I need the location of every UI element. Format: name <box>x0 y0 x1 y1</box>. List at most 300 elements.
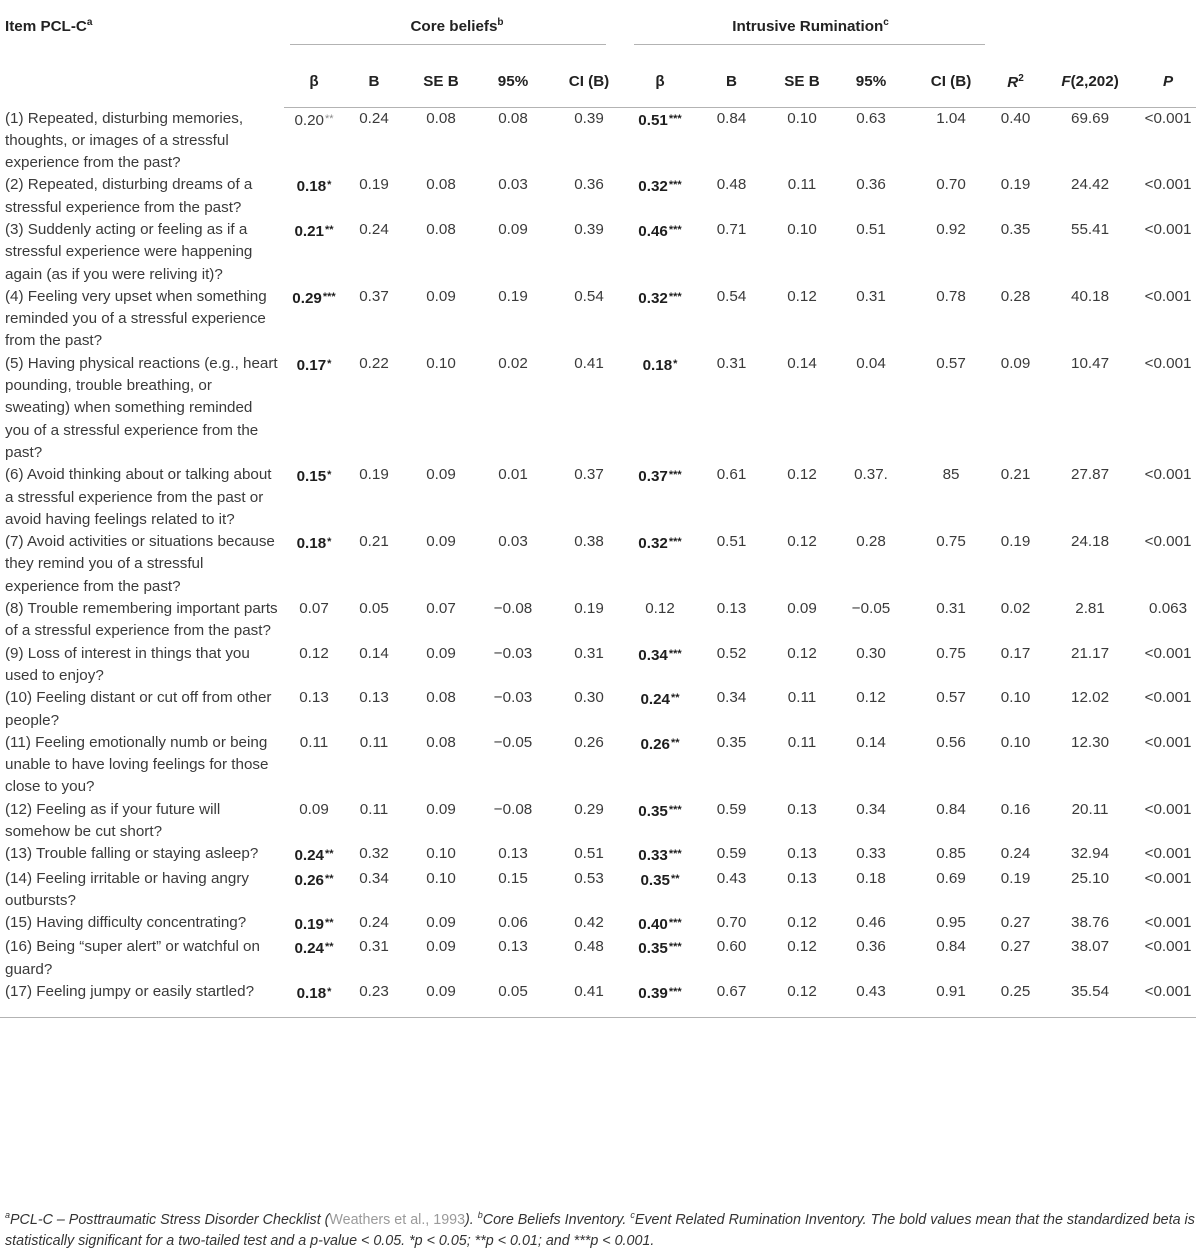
core-beliefs-se-b: 0.09 <box>426 533 456 551</box>
beta-value: 0.32 <box>638 535 668 553</box>
rumination-ci-low: 0.34 <box>856 800 886 818</box>
rumination-b: 0.34 <box>716 689 747 707</box>
intrusive-rumination-group-header: Intrusive Rumination$^c$ <box>630 6 991 59</box>
core-beliefs-b: 0.13 <box>359 689 389 707</box>
r-squared: 0.27 <box>1000 914 1031 932</box>
core-beliefs-se-b: 0.08 <box>426 689 456 707</box>
table-row <box>0 353 1196 464</box>
rumination-se-b: 0.12 <box>787 287 817 305</box>
core-beliefs-beta <box>284 643 344 688</box>
rumination-ci-high: 0.84 <box>936 800 966 818</box>
beta-value: 0.35 <box>638 940 668 958</box>
table-row <box>0 219 1196 286</box>
beta-value: 0.09 <box>299 800 329 818</box>
beta-value: 0.15 <box>296 468 327 486</box>
table-row <box>0 843 1196 867</box>
item-description: (2) Repeated, disturbing dreams of a stressful experience from the past? <box>5 176 253 216</box>
col-header-b: B <box>344 59 404 108</box>
core-beliefs-ci-low: 0.03 <box>498 176 528 194</box>
f-statistic: 35.54 <box>1040 981 1140 1018</box>
table-row <box>0 108 1196 175</box>
beta-value: 0.18 <box>296 178 327 196</box>
beta-value: 0.24 <box>294 940 324 958</box>
item-column-header: Item PCL-$C^a$ <box>5 17 93 36</box>
r-squared: 0.28 <box>1000 287 1031 305</box>
rumination-b: 0.54 <box>716 287 747 305</box>
significance-stars: *** <box>668 223 682 236</box>
beta-value: 0.33 <box>638 847 668 865</box>
core-beliefs-ci-high: 0.39 <box>574 220 604 238</box>
core-beliefs-ci-high: 0.31 <box>574 644 604 662</box>
col-header-se-b: SE B <box>404 59 478 108</box>
significance-stars: *** <box>668 290 682 303</box>
citation-link[interactable]: Weathers et al., 1993 <box>329 1211 466 1228</box>
rumination-b: 0.70 <box>716 914 747 932</box>
core-beliefs-beta <box>284 799 344 844</box>
rumination-beta <box>630 598 690 643</box>
rumination-beta <box>630 981 690 1018</box>
core-beliefs-ci-high: 0.48 <box>574 938 604 956</box>
rumination-se-b: 0.09 <box>787 600 817 618</box>
beta-value: 0.20 <box>294 112 324 129</box>
p-value: <0.001 <box>1144 287 1192 305</box>
rumination-se-b: 0.12 <box>787 466 817 484</box>
col-header-p: P <box>1140 59 1196 108</box>
table-row <box>0 464 1196 531</box>
rumination-beta <box>630 286 690 353</box>
significance-stars: ** <box>325 848 334 861</box>
p-value: <0.001 <box>1144 689 1192 707</box>
beta-value: 0.40 <box>638 916 668 934</box>
rumination-beta <box>630 643 690 688</box>
col-header-ci-b: CI (B) <box>911 59 991 108</box>
core-beliefs-se-b: 0.09 <box>426 466 456 484</box>
rumination-b: 0.61 <box>716 466 747 484</box>
table-row <box>0 687 1196 732</box>
col-header-b: B <box>690 59 773 108</box>
rumination-beta <box>630 936 690 981</box>
rumination-beta <box>630 868 690 913</box>
rumination-b: 0.51 <box>716 533 747 551</box>
rumination-b: 0.67 <box>690 981 773 1018</box>
p-value: <0.001 <box>1144 354 1192 372</box>
core-beliefs-ci-low: 0.13 <box>498 938 528 956</box>
beta-value: 0.26 <box>640 735 670 753</box>
r-squared: 0.21 <box>1000 466 1031 484</box>
core-beliefs-se-b: 0.09 <box>426 800 456 818</box>
rumination-se-b: 0.12 <box>773 981 831 1018</box>
table-row <box>0 598 1196 643</box>
table-row <box>0 286 1196 353</box>
r-squared: 0.16 <box>1000 800 1031 818</box>
rumination-ci-high: 1.04 <box>936 110 966 127</box>
table-header <box>0 6 1196 108</box>
r-squared: 0.17 <box>1000 644 1031 662</box>
p-value: <0.001 <box>1140 981 1196 1018</box>
r-squared: 0.09 <box>1000 354 1031 372</box>
rumination-ci-high: 0.84 <box>936 938 966 956</box>
core-beliefs-b: 0.21 <box>359 533 389 551</box>
rumination-ci-low: 0.33 <box>856 845 886 863</box>
core-beliefs-ci-high: 0.42 <box>574 914 604 932</box>
table-row <box>0 531 1196 598</box>
rumination-se-b: 0.12 <box>787 533 817 551</box>
beta-value: 0.24 <box>640 691 670 709</box>
r-squared: 0.25 <box>991 981 1040 1018</box>
r-squared: 0.27 <box>1000 938 1031 956</box>
r-squared: 0.40 <box>1000 110 1031 127</box>
item-description: (14) Feeling irritable or having angry outbursts? <box>5 869 249 909</box>
beta-value: 0.17 <box>296 356 327 374</box>
table-footnote: $^a$PCL-C – Posttraumatic Stress Disorder Checklist (Weathers et al., 1993). $^b$Core Beliefs Inventory. $^c$Event Related Rumination Inventory. The bold values mean that the standardized beta is statistically significant for a two-tailed test and a p-value < 0.05. *p < 0.05; **p < 0.01; and ***p < 0.001. <box>5 1210 1195 1249</box>
rumination-ci-low: −0.05 <box>851 600 891 618</box>
significance-stars: ** <box>325 941 334 954</box>
rumination-ci-high: 0.91 <box>911 981 991 1018</box>
rumination-beta <box>630 531 690 598</box>
rumination-beta <box>630 912 690 936</box>
r-squared: 0.24 <box>1000 845 1031 863</box>
f-statistic: 69.69 <box>1071 110 1110 127</box>
item-description: (17) Feeling jumpy or easily startled? <box>0 981 284 1018</box>
significance-stars: *** <box>668 803 682 816</box>
core-beliefs-se-b: 0.08 <box>426 733 456 751</box>
f-statistic: 12.30 <box>1071 733 1110 751</box>
beta-value: 0.46 <box>638 222 668 240</box>
beta-value: 0.11 <box>299 733 329 751</box>
beta-value: 0.35 <box>640 871 670 889</box>
beta-value: 0.35 <box>638 802 668 820</box>
core-beliefs-b: 0.24 <box>359 110 389 127</box>
rumination-b: 0.59 <box>716 845 747 863</box>
rumination-ci-low: 0.18 <box>856 869 886 887</box>
core-beliefs-group-header: Core beliefs$^b$ <box>284 6 630 59</box>
core-beliefs-ci-low: −0.03 <box>493 644 533 662</box>
f-statistic: 20.11 <box>1071 800 1109 818</box>
blank-header-cell <box>1040 6 1140 59</box>
core-beliefs-beta <box>284 981 344 1018</box>
core-beliefs-b: 0.19 <box>359 466 389 484</box>
table-row <box>0 174 1196 219</box>
beta-value: 0.18 <box>296 535 327 553</box>
table-row <box>0 799 1196 844</box>
rumination-ci-low: 0.36 <box>856 938 886 956</box>
r-squared: 0.19 <box>1000 176 1031 194</box>
significance-stars: *** <box>668 917 682 930</box>
core-beliefs-se-b: 0.10 <box>426 845 456 863</box>
core-beliefs-ci-high: 0.29 <box>574 800 604 818</box>
rumination-b: 0.71 <box>716 220 747 238</box>
rumination-ci-low: 0.36 <box>856 176 886 194</box>
p-value: 0.063 <box>1149 600 1188 618</box>
f-statistic: 25.10 <box>1071 869 1110 887</box>
core-beliefs-b: 0.11 <box>359 800 389 818</box>
rumination-beta <box>630 219 690 286</box>
rumination-ci-high: 0.92 <box>936 220 966 238</box>
core-beliefs-ci-low: 0.05 <box>478 981 548 1018</box>
significance-stars: * <box>327 357 332 370</box>
col-header-beta: β <box>284 59 344 108</box>
regression-table <box>0 6 1196 1018</box>
core-beliefs-ci-high: 0.36 <box>574 176 604 194</box>
rumination-ci-high: 0.75 <box>936 533 966 551</box>
significance-stars: *** <box>668 536 682 549</box>
rumination-beta <box>630 799 690 844</box>
significance-stars: ** <box>671 872 680 885</box>
core-beliefs-se-b: 0.09 <box>404 981 478 1018</box>
item-description: (15) Having difficulty concentrating? <box>5 914 247 932</box>
rumination-ci-high: 0.95 <box>936 914 966 932</box>
item-description: (5) Having physical reactions (e.g., heart pounding, trouble breathing, or sweating) when something reminded you of a stressful experience from the past? <box>5 354 278 461</box>
f-statistic: 24.18 <box>1071 533 1110 551</box>
significance-stars: ** <box>671 736 680 749</box>
rumination-ci-high: 85 <box>942 466 960 484</box>
beta-value: 0.26 <box>294 871 324 889</box>
rumination-se-b: 0.13 <box>787 845 817 863</box>
r-squared: 0.02 <box>1000 600 1031 618</box>
f-statistic: 32.94 <box>1071 845 1110 863</box>
col-header-r2: $R^2$ <box>991 59 1040 108</box>
beta-value: 0.18 <box>296 985 327 1003</box>
core-beliefs-ci-low: 0.08 <box>498 110 528 127</box>
item-description: (3) Suddenly acting or feeling as if a stressful experience were happening again (as if you were reliving it)? <box>5 220 253 283</box>
beta-value: 0.51 <box>638 112 668 129</box>
group-underline <box>290 44 606 45</box>
r-squared: 0.10 <box>1000 733 1031 751</box>
core-beliefs-b: 0.24 <box>359 914 389 932</box>
core-beliefs-ci-high: 0.53 <box>574 869 604 887</box>
beta-value: 0.13 <box>299 689 329 707</box>
core-beliefs-ci-low: 0.03 <box>498 533 528 551</box>
core-beliefs-ci-high: 0.30 <box>574 689 604 707</box>
item-description: (16) Being “super alert” or watchful on guard? <box>5 938 260 978</box>
rumination-beta <box>630 687 690 732</box>
significance-stars: ** <box>325 223 334 236</box>
p-value: <0.001 <box>1144 533 1192 551</box>
rumination-ci-high: 0.31 <box>936 600 966 618</box>
item-description: (7) Avoid activities or situations because they remind you of a stressful experience from the past? <box>5 533 275 595</box>
core-beliefs-se-b: 0.08 <box>426 220 456 238</box>
significance-stars: *** <box>668 647 682 660</box>
significance-stars: ** <box>325 917 334 930</box>
rumination-beta <box>630 732 690 799</box>
table-row <box>0 643 1196 688</box>
rumination-se-b: 0.12 <box>787 938 817 956</box>
rumination-ci-low: 0.63 <box>856 110 886 127</box>
core-beliefs-b: 0.19 <box>359 176 389 194</box>
rumination-se-b: 0.12 <box>787 914 817 932</box>
rumination-se-b: 0.14 <box>787 354 817 372</box>
core-beliefs-beta <box>284 174 344 219</box>
rumination-ci-low: 0.46 <box>856 914 886 932</box>
item-description: (12) Feeling as if your future will somehow be cut short? <box>5 800 221 840</box>
core-beliefs-b: 0.05 <box>359 600 389 618</box>
rumination-ci-high: 0.75 <box>936 644 966 662</box>
r-squared: 0.35 <box>1000 220 1031 238</box>
core-beliefs-ci-high: 0.38 <box>574 533 604 551</box>
rumination-ci-low: 0.28 <box>856 533 886 551</box>
rumination-beta <box>630 464 690 531</box>
rumination-ci-high: 0.85 <box>936 845 966 863</box>
core-beliefs-b: 0.34 <box>359 869 389 887</box>
significance-stars: ** <box>325 113 334 125</box>
f-statistic: 27.87 <box>1071 466 1110 484</box>
p-value: <0.001 <box>1144 869 1192 887</box>
item-description: (9) Loss of interest in things that you used to enjoy? <box>5 644 250 684</box>
core-beliefs-b: 0.11 <box>359 733 389 751</box>
rumination-se-b: 0.10 <box>787 110 817 127</box>
rumination-se-b: 0.11 <box>787 689 817 707</box>
core-beliefs-b: 0.32 <box>359 845 389 863</box>
f-statistic: 55.41 <box>1071 220 1110 238</box>
col-header-beta: β <box>630 59 690 108</box>
rumination-beta <box>630 353 690 464</box>
significance-stars: * <box>673 357 678 370</box>
table-row <box>0 936 1196 981</box>
rumination-b: 0.59 <box>716 800 747 818</box>
f-statistic: 10.47 <box>1071 354 1110 372</box>
item-description: (6) Avoid thinking about or talking about a stressful experience from the past or avoid having feelings related to it? <box>5 466 272 528</box>
col-header-f: F(2,202) <box>1040 59 1140 108</box>
beta-value: 0.39 <box>638 985 668 1003</box>
core-beliefs-b: 0.31 <box>359 938 389 956</box>
significance-stars: ** <box>325 872 334 885</box>
core-beliefs-beta <box>284 108 344 175</box>
col-header-ci-b: CI (B) <box>548 59 630 108</box>
item-description: (10) Feeling distant or cut off from other people? <box>5 689 272 729</box>
rumination-b: 0.48 <box>716 176 747 194</box>
rumination-ci-low: 0.04 <box>856 354 886 372</box>
rumination-ci-low: 0.51 <box>856 220 886 238</box>
rumination-ci-high: 0.70 <box>936 176 966 194</box>
f-statistic: 2.81 <box>1075 600 1105 618</box>
rumination-ci-high: 0.57 <box>936 689 966 707</box>
rumination-ci-low: 0.43 <box>831 981 911 1018</box>
f-statistic: 24.42 <box>1071 176 1110 194</box>
core-beliefs-beta <box>284 286 344 353</box>
beta-value: 0.29 <box>292 289 322 307</box>
f-statistic: 38.07 <box>1071 938 1110 956</box>
core-beliefs-se-b: 0.09 <box>426 914 456 932</box>
table-row <box>0 981 1196 1018</box>
beta-value: 0.12 <box>645 600 675 618</box>
rumination-se-b: 0.13 <box>787 869 817 887</box>
core-beliefs-se-b: 0.10 <box>426 354 456 372</box>
core-beliefs-ci-low: −0.03 <box>493 689 533 707</box>
rumination-ci-high: 0.57 <box>936 354 966 372</box>
beta-value: 0.12 <box>299 644 329 662</box>
r-squared: 0.10 <box>1000 689 1031 707</box>
beta-value: 0.32 <box>638 178 668 196</box>
beta-value: 0.34 <box>638 646 668 664</box>
p-value: <0.001 <box>1144 800 1192 818</box>
significance-stars: * <box>327 536 332 549</box>
rumination-b: 0.35 <box>716 733 747 751</box>
rumination-b: 0.84 <box>716 110 747 127</box>
rumination-ci-low: 0.31 <box>856 287 886 305</box>
beta-value: 0.37 <box>638 468 668 486</box>
beta-value: 0.21 <box>294 222 324 240</box>
core-beliefs-beta <box>284 353 344 464</box>
core-beliefs-se-b: 0.09 <box>426 644 456 662</box>
core-beliefs-se-b: 0.08 <box>426 110 456 127</box>
col-header-95: 95% <box>831 59 911 108</box>
table-row <box>0 732 1196 799</box>
core-beliefs-se-b: 0.09 <box>426 287 456 305</box>
r-squared: 0.19 <box>1000 533 1031 551</box>
core-beliefs-ci-high: 0.26 <box>574 733 604 751</box>
core-beliefs-b: 0.14 <box>359 644 389 662</box>
core-beliefs-ci-high: 0.54 <box>574 287 604 305</box>
core-beliefs-se-b: 0.10 <box>426 869 456 887</box>
core-beliefs-beta <box>284 464 344 531</box>
core-beliefs-beta <box>284 912 344 936</box>
item-description: (1) Repeated, disturbing memories, thoughts, or images of a stressful experience from the past? <box>5 109 244 172</box>
blank-header-cell <box>1140 6 1196 59</box>
core-beliefs-ci-high: 0.37 <box>574 466 604 484</box>
core-beliefs-beta <box>284 732 344 799</box>
rumination-se-b: 0.10 <box>787 220 817 238</box>
p-value: <0.001 <box>1144 733 1192 751</box>
core-beliefs-ci-high: 0.51 <box>574 845 604 863</box>
beta-value: 0.32 <box>638 289 668 307</box>
item-description: (13) Trouble falling or staying asleep? <box>5 845 259 863</box>
rumination-beta <box>630 108 690 175</box>
core-beliefs-ci-low: 0.02 <box>498 354 528 372</box>
significance-stars: *** <box>668 113 682 125</box>
significance-stars: * <box>327 179 332 192</box>
core-beliefs-ci-low: −0.08 <box>493 800 533 818</box>
p-value: <0.001 <box>1144 845 1192 863</box>
core-beliefs-beta <box>284 219 344 286</box>
item-description: (4) Feeling very upset when something reminded you of a stressful experience from the past? <box>5 287 267 350</box>
table-row <box>0 868 1196 913</box>
core-beliefs-beta <box>284 843 344 867</box>
core-beliefs-ci-low: 0.15 <box>498 869 528 887</box>
rumination-se-b: 0.13 <box>787 800 817 818</box>
col-header-se-b: SE B <box>773 59 831 108</box>
item-description: (8) Trouble remembering important parts of a stressful experience from the past? <box>5 600 278 640</box>
core-beliefs-ci-low: 0.09 <box>498 220 528 238</box>
r-squared: 0.19 <box>1000 869 1031 887</box>
core-beliefs-b: 0.23 <box>344 981 404 1018</box>
col-header-95: 95% <box>478 59 548 108</box>
p-value: <0.001 <box>1144 110 1192 127</box>
core-beliefs-beta <box>284 687 344 732</box>
core-beliefs-beta <box>284 598 344 643</box>
core-beliefs-se-b: 0.07 <box>426 600 456 618</box>
rumination-ci-low: 0.12 <box>856 689 886 707</box>
p-value: <0.001 <box>1144 176 1192 194</box>
rumination-se-b: 0.12 <box>787 644 817 662</box>
f-statistic: 40.18 <box>1071 287 1110 305</box>
rumination-b: 0.31 <box>716 354 747 372</box>
rumination-se-b: 0.11 <box>787 176 817 194</box>
rumination-beta <box>630 174 690 219</box>
rumination-se-b: 0.11 <box>787 733 817 751</box>
rumination-b: 0.43 <box>716 869 747 887</box>
rumination-ci-high: 0.78 <box>936 287 966 305</box>
significance-stars: *** <box>668 179 682 192</box>
core-beliefs-b: 0.24 <box>359 220 389 238</box>
beta-value: 0.19 <box>294 916 324 934</box>
significance-stars: ** <box>671 692 680 705</box>
significance-stars: * <box>327 986 332 999</box>
significance-stars: *** <box>668 941 682 954</box>
core-beliefs-ci-high: 0.19 <box>574 600 604 618</box>
core-beliefs-se-b: 0.08 <box>426 176 456 194</box>
core-beliefs-ci-low: 0.13 <box>498 845 528 863</box>
beta-value: 0.18 <box>642 356 673 374</box>
